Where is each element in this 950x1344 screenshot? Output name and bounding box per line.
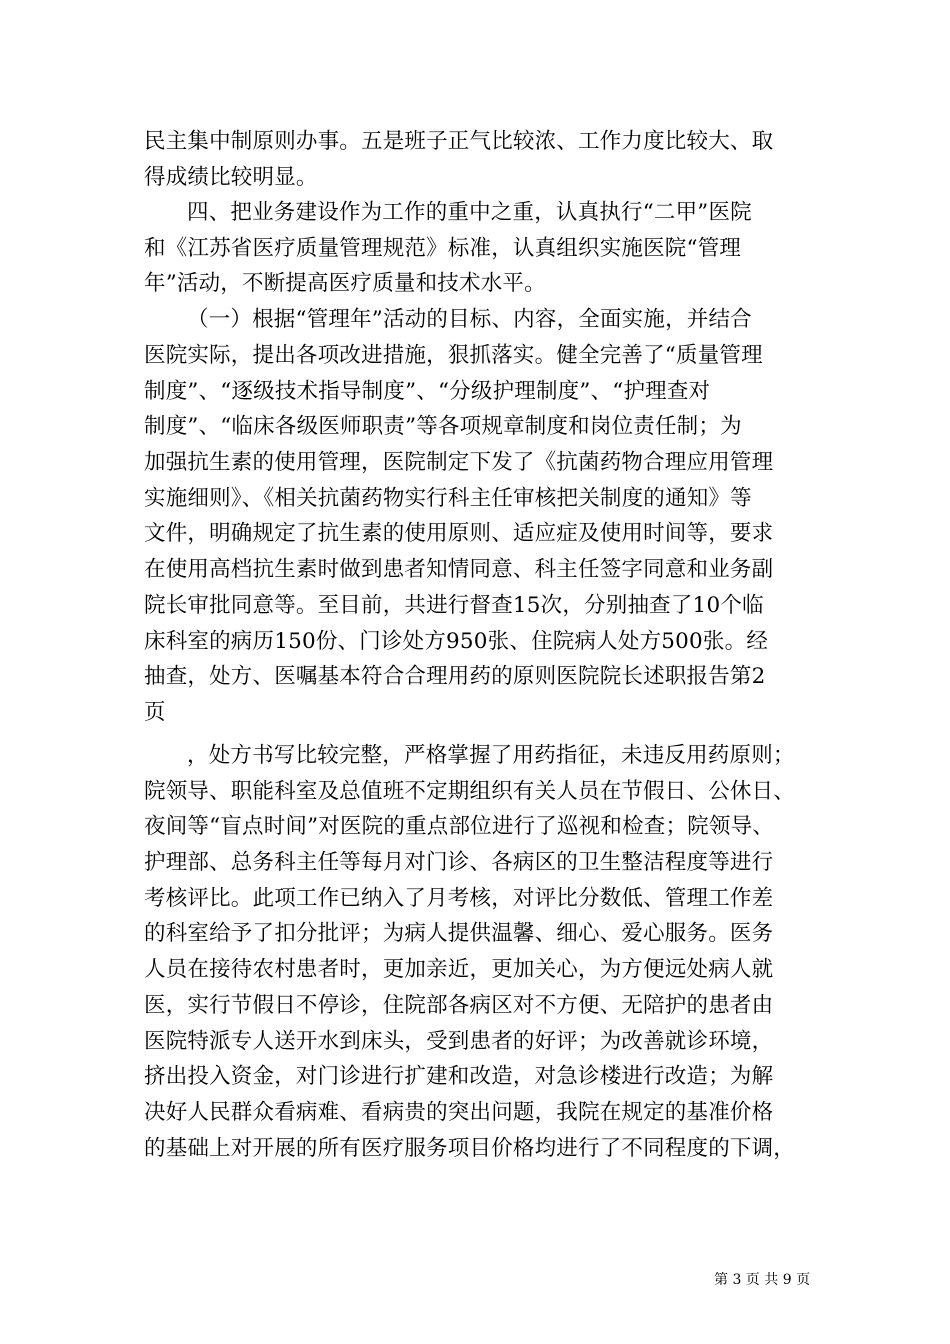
text-line: 院长审批同意等。至目前，共进行督查15次，分别抽查了10个临 xyxy=(144,593,764,618)
text-line: 制度”、“逐级技术指导制度”、“分级护理制度”、“护理查对 xyxy=(144,379,711,404)
text-line: 人员在接待农村患者时，更加亲近，更加关心，为方便远处病人就 xyxy=(144,957,774,982)
text-line: 的基础上对开展的所有医疗服务项目价格均进行了不同程度的下调， xyxy=(144,1136,796,1161)
page-number: 第 3 页 共 9 页 xyxy=(714,1272,811,1288)
text-line: 抽查，处方、医嘱基本符合合理用药的原则医院院长述职报告第2 xyxy=(144,664,766,689)
text-line: 加强抗生素的使用管理，医院制定下发了《抗菌药物合理应用管理 xyxy=(144,450,774,475)
text-line: 考核评比。此项工作已纳入了月考核，对评比分数低、管理工作差 xyxy=(144,886,774,911)
subsection-heading: （一）根据“管理年”活动的目标、内容，全面实施，并结合 xyxy=(187,307,752,332)
text-line: 医院特派专人送开水到床头，受到患者的好评；为改善就诊环境， xyxy=(144,1029,774,1054)
text-line: 的科室给予了扣分批评；为病人提供温馨、细心、爱心服务。医务 xyxy=(144,921,774,946)
text-line: ，处方书写比较完整，严格掌握了用药指征，未违反用药原则； xyxy=(187,743,795,768)
text-line: 院领导、职能科室及总值班不定期组织有关人员在节假日、公休日、 xyxy=(144,779,796,804)
text-line: 年”活动，不断提高医疗质量和技术水平。 xyxy=(144,271,546,296)
section-heading: 四、把业务建设作为工作的重中之重，认真执行“二甲”医院 xyxy=(187,200,752,225)
text-line: 和《江苏省医疗质量管理规范》标准，认真组织实施医院“管理 xyxy=(144,236,742,261)
text-line: 夜间等“盲点时间”对医院的重点部位进行了巡视和检查；院领导、 xyxy=(144,814,774,839)
text-line: 实施细则》、《相关抗菌药物实行科主任审核把关制度的通知》等 xyxy=(144,486,752,511)
text-line: 床科室的病历150份、门诊处方950张、住院病人处方500张。经 xyxy=(144,629,769,654)
text-line: 制度”、“临床各级医师职责”等各项规章制度和岗位责任制；为 xyxy=(144,414,742,439)
text-line: 页 xyxy=(144,700,166,725)
text-line: 挤出投入资金，对门诊进行扩建和改造，对急诊楼进行改造；为解 xyxy=(144,1064,774,1089)
text-line: 得成绩比较明显。 xyxy=(144,165,318,190)
text-line: 文件，明确规定了抗生素的使用原则、适应症及使用时间等，要求 xyxy=(144,521,774,546)
text-line: 民主集中制原则办事。五是班子正气比较浓、工作力度比较大、取 xyxy=(144,129,774,154)
text-line: 护理部、总务科主任等每月对门诊、各病区的卫生整洁程度等进行 xyxy=(144,850,774,875)
text-line: 医院实际，提出各项改进措施，狠抓落实。健全完善了“质量管理 xyxy=(144,343,763,368)
text-line: 医，实行节假日不停诊，住院部各病区对不方便、无陪护的患者由 xyxy=(144,993,774,1018)
text-line: 在使用高档抗生素时做到患者知情同意、科主任签字同意和业务副 xyxy=(144,557,774,582)
text-line: 决好人民群众看病难、看病贵的突出问题，我院在规定的基准价格 xyxy=(144,1100,774,1125)
